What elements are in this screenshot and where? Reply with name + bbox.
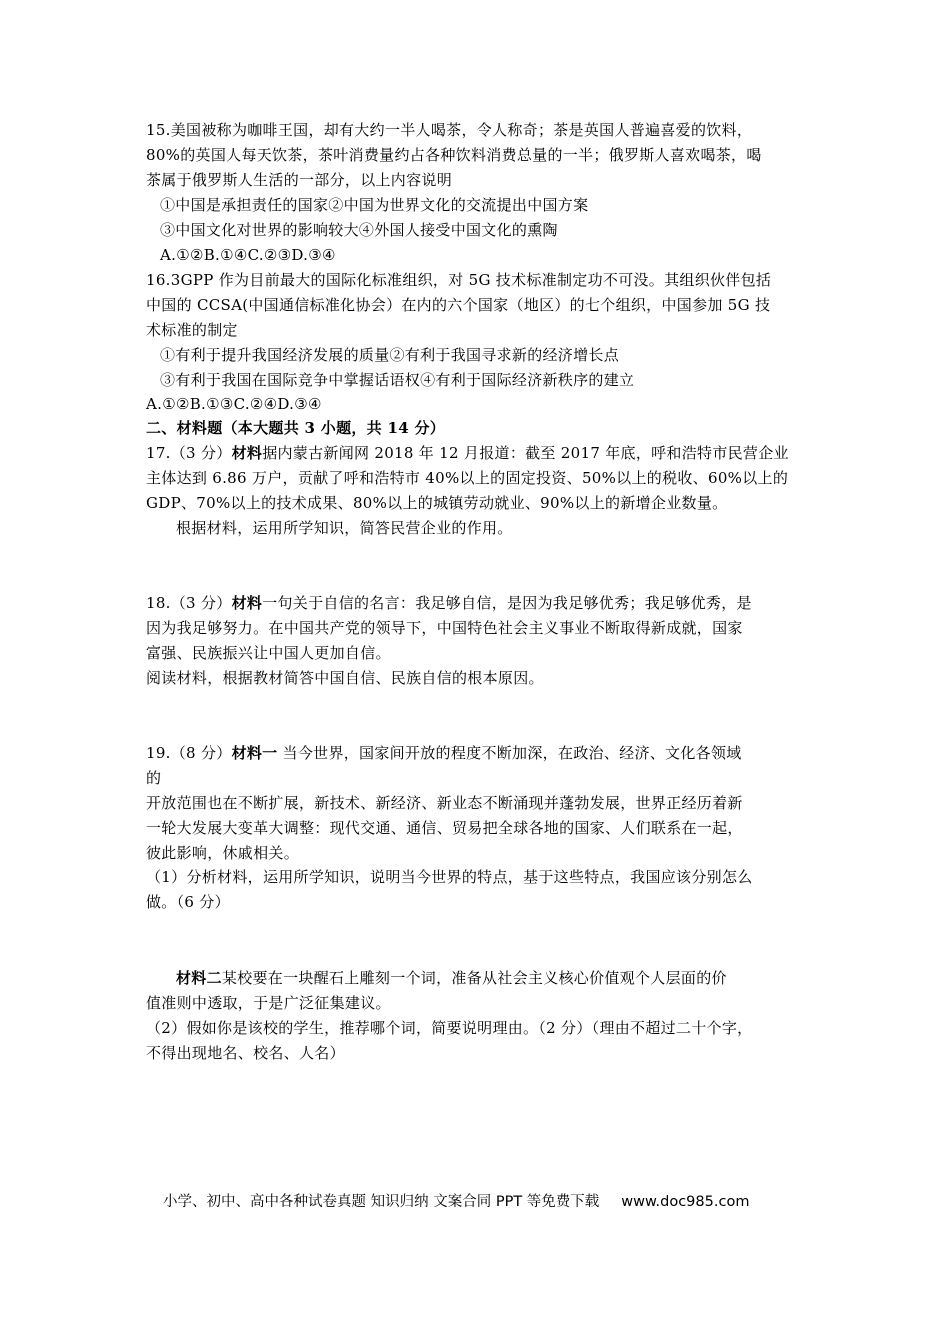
q16-line-3: 术标准的制定 (146, 321, 238, 339)
q17-prefix: 17.（3 分） (146, 444, 232, 462)
q16-option-line-1: ①有利于提升我国经济发展的质量②有利于我国寻求新的经济增长点 (160, 346, 620, 364)
q19-material-2-line-1 (176, 966, 727, 990)
q15-option-line-1: ①中国是承担责任的国家②中国为世界文化的交流提出中国方案 (160, 196, 589, 214)
q17-line-1-text: 据内蒙古新闻网 2018 年 12 月报道：截至 2017 年底，呼和浩特市民营企业 (262, 444, 789, 462)
q19-line-1-text: 当今世界，国家间开放的程度不断加深，在政治、经济、文化各领域 (277, 744, 742, 762)
page-footer (163, 1190, 749, 1211)
q19-material-1-label: 材料一 (231, 744, 278, 762)
q15-line-2: 80%的英国人每天饮茶，茶叶消费量约占各种饮料消费总量的一半；俄罗斯人喜欢喝茶，喝 (146, 146, 762, 164)
q19-prefix: 19.（8 分） (146, 744, 232, 762)
q15-option-line-2: ③中国文化对世界的影响较大④外国人接受中国文化的熏陶 (160, 221, 558, 239)
q19-line-4: 一轮大发展大变革大调整：现代交通、通信、贸易把全球各地的国家、人们联系在一起， (146, 819, 743, 837)
q18-prefix: 18.（3 分） (146, 594, 232, 612)
footer-url[interactable]: www.doc985.com (621, 1194, 750, 1210)
q18-material-label: 材料 (231, 594, 263, 612)
q16-choices: A.①②B.①③C.②④D.③④ (146, 395, 322, 413)
q19-material-2-line-2: 值准则中透取，于是广泛征集建议。 (146, 994, 391, 1012)
q15-line-1: 15.美国被称为咖啡王国，却有大约一半人喝茶，令人称奇；茶是英国人普遍喜爱的饮料， (146, 121, 753, 139)
q18-line-1-text: 一句关于自信的名言：我足够自信，是因为我足够优秀；我足够优秀，是 (262, 594, 752, 612)
q18-line-3: 富强、民族振兴让中国人更加自信。 (146, 644, 391, 662)
q19-sub-2-line-2: 不得出现地名、校名、人名） (146, 1044, 345, 1062)
q15-choices: A.①②B.①④C.②③D.③④ (160, 246, 336, 264)
q19-line-2: 的 (146, 769, 162, 787)
q17-material-label: 材料 (231, 444, 263, 462)
section-2-heading: 二、材料题（本大题共 3 小题，共 14 分） (146, 419, 446, 437)
q19-material-2-line-1-text: 某校要在一块醒石上雕刻一个词，准备从社会主义核心价值观个人层面的价 (221, 969, 727, 987)
q19-line-3: 开放范围也在不断扩展，新技术、新经济、新业态不断涌现并蓬勃发展，世界正经历着新 (146, 794, 743, 812)
q18-question: 阅读材料，根据教材简答中国自信、民族自信的根本原因。 (146, 669, 544, 687)
q18-line-2: 因为我足够努力。在中国共产党的领导下，中国特色社会主义事业不断取得新成就，国家 (146, 619, 743, 637)
footer-text: 小学、初中、高中各种试卷真题 知识归纳 文案合同 PPT 等免费下载 (163, 1194, 600, 1210)
q19-sub-2-line-1: （2）假如你是该校的学生，推荐哪个词，简要说明理由。（2 分）（理由不超过二十个字， (146, 1019, 753, 1037)
q17-line-2: 主体达到 6.86 万户，贡献了呼和浩特市 40%以上的固定投资、50%以上的税收、60%以上的 (146, 469, 789, 487)
q17-line-3: GDP、70%以上的技术成果、80%以上的城镇劳动就业、90%以上的新增企业数量。 (146, 494, 728, 512)
q16-option-line-2: ③有利于我国在国际竞争中掌握话语权④有利于国际经济新秩序的建立 (160, 371, 635, 389)
q19-material-2-label: 材料二 (176, 969, 222, 987)
q19-sub-1-line-2: 做。（6 分） (146, 893, 230, 911)
q18-line-1 (146, 591, 752, 615)
q17-line-1 (146, 441, 789, 465)
q19-line-1 (146, 741, 742, 765)
q19-sub-1-line-1: （1）分析材料，运用所学知识，说明当今世界的特点，基于这些特点，我国应该分别怎么 (146, 868, 753, 886)
q15-line-3: 茶属于俄罗斯人生活的一部分，以上内容说明 (146, 171, 453, 189)
q19-line-5: 彼此影响，休戚相关。 (146, 844, 300, 862)
q16-line-2: 中国的 CCSA(中国通信标准化协会）在内的六个国家（地区）的七个组织，中国参加 5G 技 (146, 296, 771, 314)
q16-line-1: 16.3GPP 作为目前最大的国际化标准组织，对 5G 技术标准制定功不可没。其组织伙伴包括 (146, 271, 772, 289)
q17-question: 根据材料，运用所学知识，简答民营企业的作用。 (176, 519, 513, 537)
